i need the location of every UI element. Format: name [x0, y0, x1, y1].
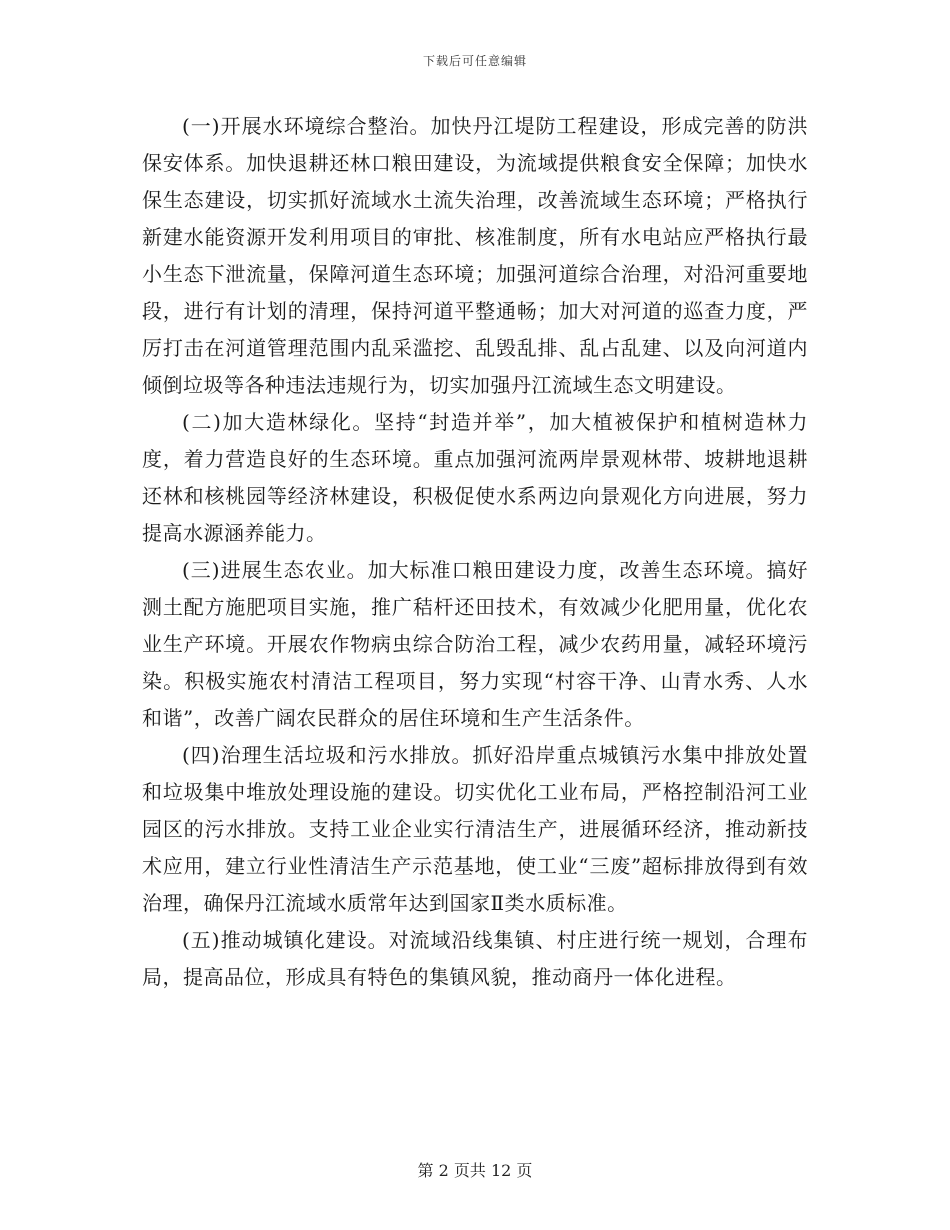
paragraph-ecological-agriculture: (三)进展生态农业。加大标准口粮田建设力度，改善生态环境。搞好测土配方施肥项目实施，推广秸杆还田技术，有效减少化肥用量，优化农业生产环境。开展农作物病虫综合防治工程，减少农药用量，减轻环境污染。积极实施农村清洁工程项目，努力实现“村容干净、山青水秀、人水和谐”，改善广阔农民群众的居住环境和生产生活条件。	[142, 558, 808, 730]
paragraph-urbanization: (五)推动城镇化建设。对流域沿线集镇、村庄进行统一规划，合理布局，提高品位，形成具有特色的集镇风貌，推动商丹一体化进程。	[142, 928, 808, 989]
document-body	[142, 108, 808, 996]
paragraph-water-environment: (一)开展水环境综合整治。加快丹江堤防工程建设，形成完善的防洪保安体系。加快退耕还林口粮田建设，为流域提供粮食安全保障；加快水保生态建设，切实抓好流域水土流失治理，改善流域生态环境；严格执行新建水能资源开发利用项目的审批、核准制度，所有水电站应严格执行最小生态下泄流量，保障河道生态环境；加强河道综合治理，对沿河重要地段，进行有计划的清理，保持河道平整通畅；加大对河道的巡查力度，严厉打击在河道管理范围内乱采滥挖、乱毁乱排、乱占乱建、以及向河道内倾倒垃圾等各种违法违规行为，切实加强丹江流域生态文明建设。	[142, 114, 808, 397]
paragraph-afforestation: (二)加大造林绿化。坚持“封造并举”，加大植被保护和植树造林力度，着力营造良好的生态环境。重点加强河流两岸景观林带、坡耕地退耕还林和核桃园等经济林建设，积极促使水系两边向景观化方向进展，努力提高水源涵养能力。	[142, 410, 808, 545]
paragraph-waste-sewage: (四)治理生活垃圾和污水排放。抓好沿岸重点城镇污水集中排放处置和垃圾集中堆放处理设施的建设。切实优化工业布局，严格控制沿河工业园区的污水排放。支持工业企业实行清洁生产，进展循环经济，推动新技术应用，建立行业性清洁生产示范基地，使工业“三废”超标排放得到有效治理，确保丹江流域水质常年达到国家Ⅱ类水质标准。	[142, 743, 808, 915]
page-number: 第 2 页共 12 页	[417, 1161, 533, 1180]
page-header-note: 下载后可任意编辑	[422, 54, 527, 68]
